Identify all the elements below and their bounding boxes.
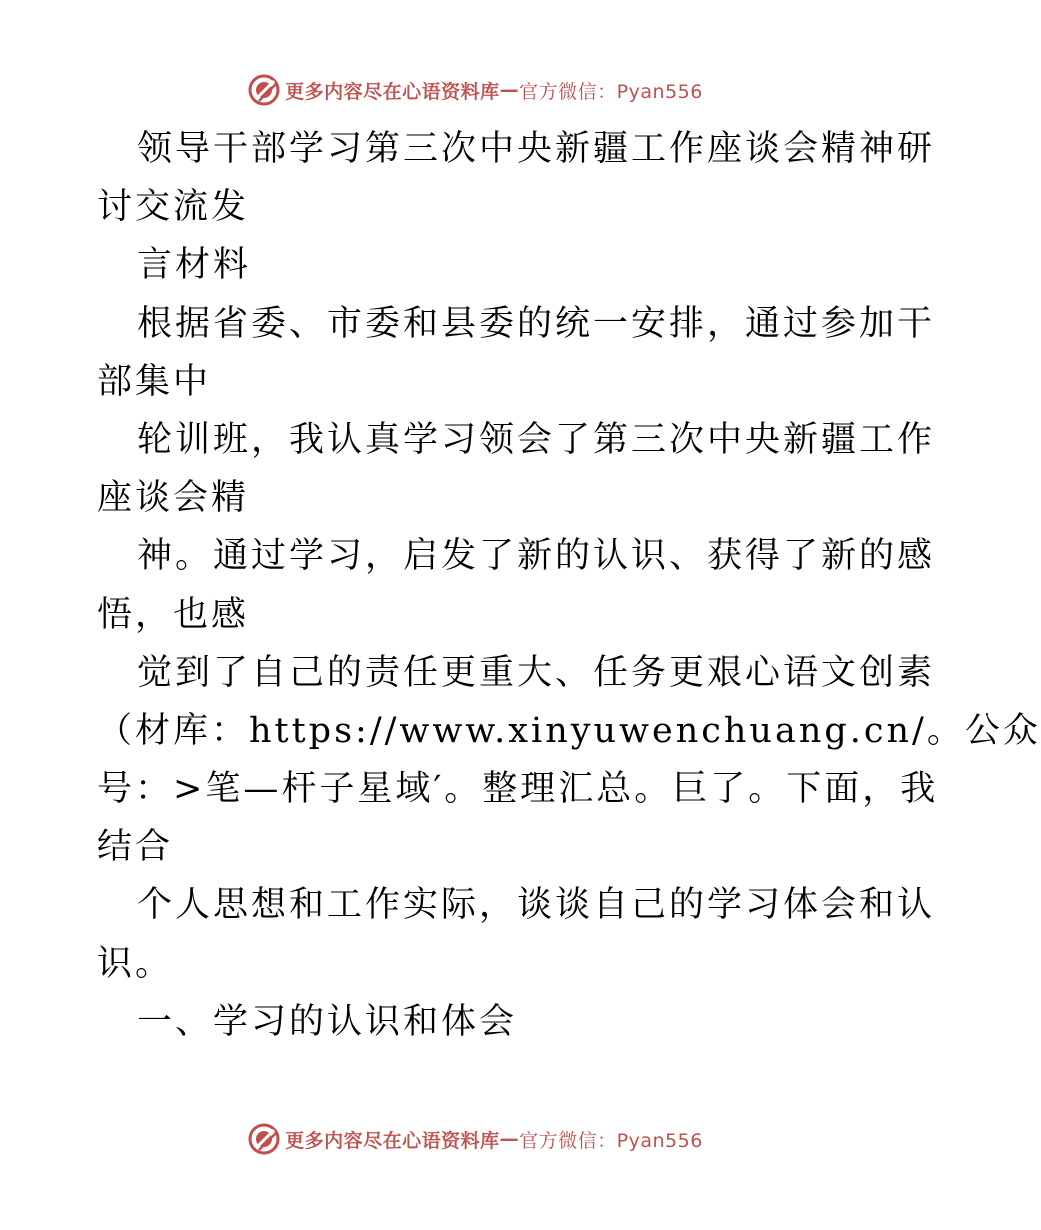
header-site-text: 更多内容尽在心语资料库: [285, 80, 500, 103]
brand-logo-icon: [247, 1122, 281, 1156]
paragraph-line: 悟，也感: [97, 594, 250, 635]
paragraph-line: 轮训班，我认真学习领会了第三次中央新疆工作: [137, 419, 936, 460]
paragraph-line: 个人思想和工作实际，谈谈自己的学习体会和认: [137, 885, 936, 926]
header-watermark: [0, 70, 950, 110]
title-line-1: 领导干部学习第三次中央新疆工作座谈会精神研: [137, 129, 936, 169]
paragraph-line: 部集中: [97, 361, 212, 402]
title-line-2: 讨交流发: [97, 187, 250, 228]
paragraph-line: 号：>笔—杆子星域′。整理汇总。巨了。下面，我: [97, 769, 939, 810]
header-dash: —: [499, 79, 520, 101]
paragraph-line: （材库：https://www.xinyuwenchuang.cn/。公众: [97, 710, 1041, 751]
paragraph-line: 识。: [97, 943, 174, 984]
footer-wechat-text: 官方微信：Pyan556: [519, 1129, 703, 1152]
section-heading: 一、学习的认识和体会: [137, 1001, 518, 1042]
footer-site-text: 更多内容尽在心语资料库: [285, 1129, 500, 1152]
paragraph-line: 座谈会精: [97, 478, 250, 519]
header-wechat-text: 官方微信：Pyan556: [519, 80, 703, 103]
paragraph-line: 根据省委、市委和县委的统一安排，通过参加干: [137, 303, 936, 344]
paragraph-line: 觉到了自己的责任更重大、任务更艰心语文创素: [137, 652, 936, 693]
brand-logo-icon: [247, 73, 281, 107]
title-line-3: 言材料: [137, 245, 252, 286]
document-body: [97, 120, 1041, 1051]
footer-watermark: [0, 1119, 950, 1159]
paragraph-line: 结合: [97, 827, 174, 868]
paragraph-line: 神。通过学习，启发了新的认识、获得了新的感: [137, 536, 936, 577]
footer-dash: —: [499, 1128, 520, 1150]
